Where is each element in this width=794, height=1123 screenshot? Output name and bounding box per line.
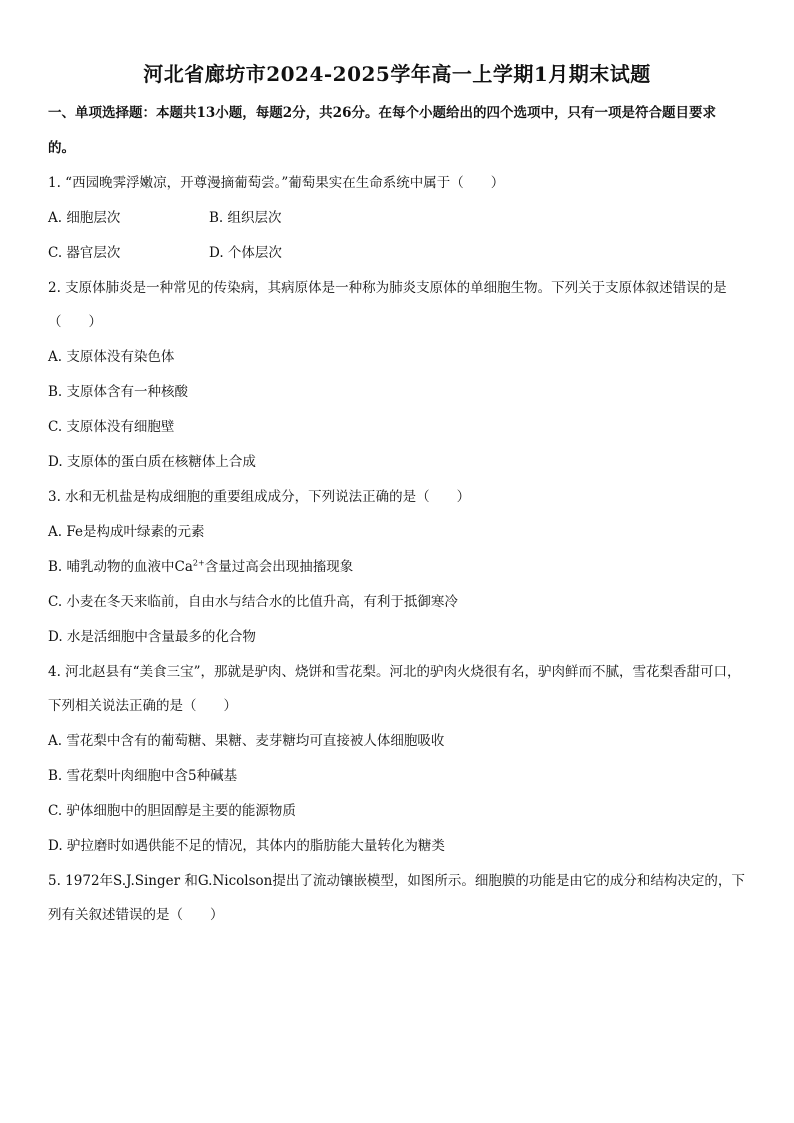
question-5-stem: 5. 1972年S.J.Singer 和G.Nicolson提出了流动镶嵌模型，如图所示。细胞膜的功能是由它的成分和结构决定的，下 xyxy=(48,873,745,889)
question-3-stem: 3. 水和无机盐是构成细胞的重要组成成分，下列说法正确的是（ ） xyxy=(48,489,471,505)
question-4-option-d: D. 驴拉磨时如遇供能不足的情况，其体内的脂肪能大量转化为糖类 xyxy=(48,838,445,854)
question-2-option-c: C. 支原体没有细胞壁 xyxy=(48,419,175,435)
question-4-stem: 4. 河北赵县有“美食三宝”，那就是驴肉、烧饼和雪花梨。河北的驴肉火烧很有名，驴肉鲜而不腻，雪花梨香甜可口， xyxy=(48,664,741,680)
calcium-ion: Ca xyxy=(174,559,193,575)
question-2-option-d: D. 支原体的蛋白质在核糖体上合成 xyxy=(48,454,256,470)
question-4-option-c: C. 驴体细胞中的胆固醇是主要的能源物质 xyxy=(48,803,296,819)
question-4-stem-cont: 下列相关说法正确的是（ ） xyxy=(48,698,237,714)
question-1-option-b: B. 组织层次 xyxy=(209,210,282,226)
question-3-option-b-text: B. 哺乳动物的血液中 xyxy=(48,559,175,575)
question-3-option-b-tail: 含量过高会出现抽搐现象 xyxy=(204,559,354,575)
question-2-option-b: B. 支原体含有一种核酸 xyxy=(48,384,189,400)
section-heading-cont: 的。 xyxy=(48,140,75,156)
page-title: 河北省廊坊市2024-2025学年高一上学期1月期末试题 xyxy=(143,62,651,86)
question-1-stem: 1. “西园晚霁浮嫩凉，开尊漫摘葡萄尝。”葡萄果实在生命系统中属于（ ） xyxy=(48,175,505,191)
question-3-option-b xyxy=(48,558,353,576)
question-3-option-d: D. 水是活细胞中含量最多的化合物 xyxy=(48,629,256,645)
question-2-stem: 2. 支原体肺炎是一种常见的传染病，其病原体是一种称为肺炎支原体的单细胞生物。下列关于支原体叙述错误的是 xyxy=(48,280,727,296)
question-2-stem-cont: （ ） xyxy=(48,314,102,330)
ion-charge: 2+ xyxy=(192,558,205,568)
section-heading: 一、单项选择题：本题共13小题，每题2分，共26分。在每个小题给出的四个选项中，只有一项是符合题目要求 xyxy=(48,105,716,121)
question-1-option-d: D. 个体层次 xyxy=(209,245,282,261)
question-4-option-a: A. 雪花梨中含有的葡萄糖、果糖、麦芽糖均可直接被人体细胞吸收 xyxy=(48,733,445,749)
question-1-option-c: C. 器官层次 xyxy=(48,245,121,261)
question-3-option-a: A. Fe是构成叶绿素的元素 xyxy=(48,524,205,540)
question-5-stem-cont: 列有关叙述错误的是（ ） xyxy=(48,907,224,923)
question-1-option-a: A. 细胞层次 xyxy=(48,210,121,226)
question-3-option-c: C. 小麦在冬天来临前，自由水与结合水的比值升高，有利于抵御寒冷 xyxy=(48,594,458,610)
question-4-option-b: B. 雪花梨叶肉细胞中含5种碱基 xyxy=(48,768,238,784)
question-2-option-a: A. 支原体没有染色体 xyxy=(48,349,175,365)
